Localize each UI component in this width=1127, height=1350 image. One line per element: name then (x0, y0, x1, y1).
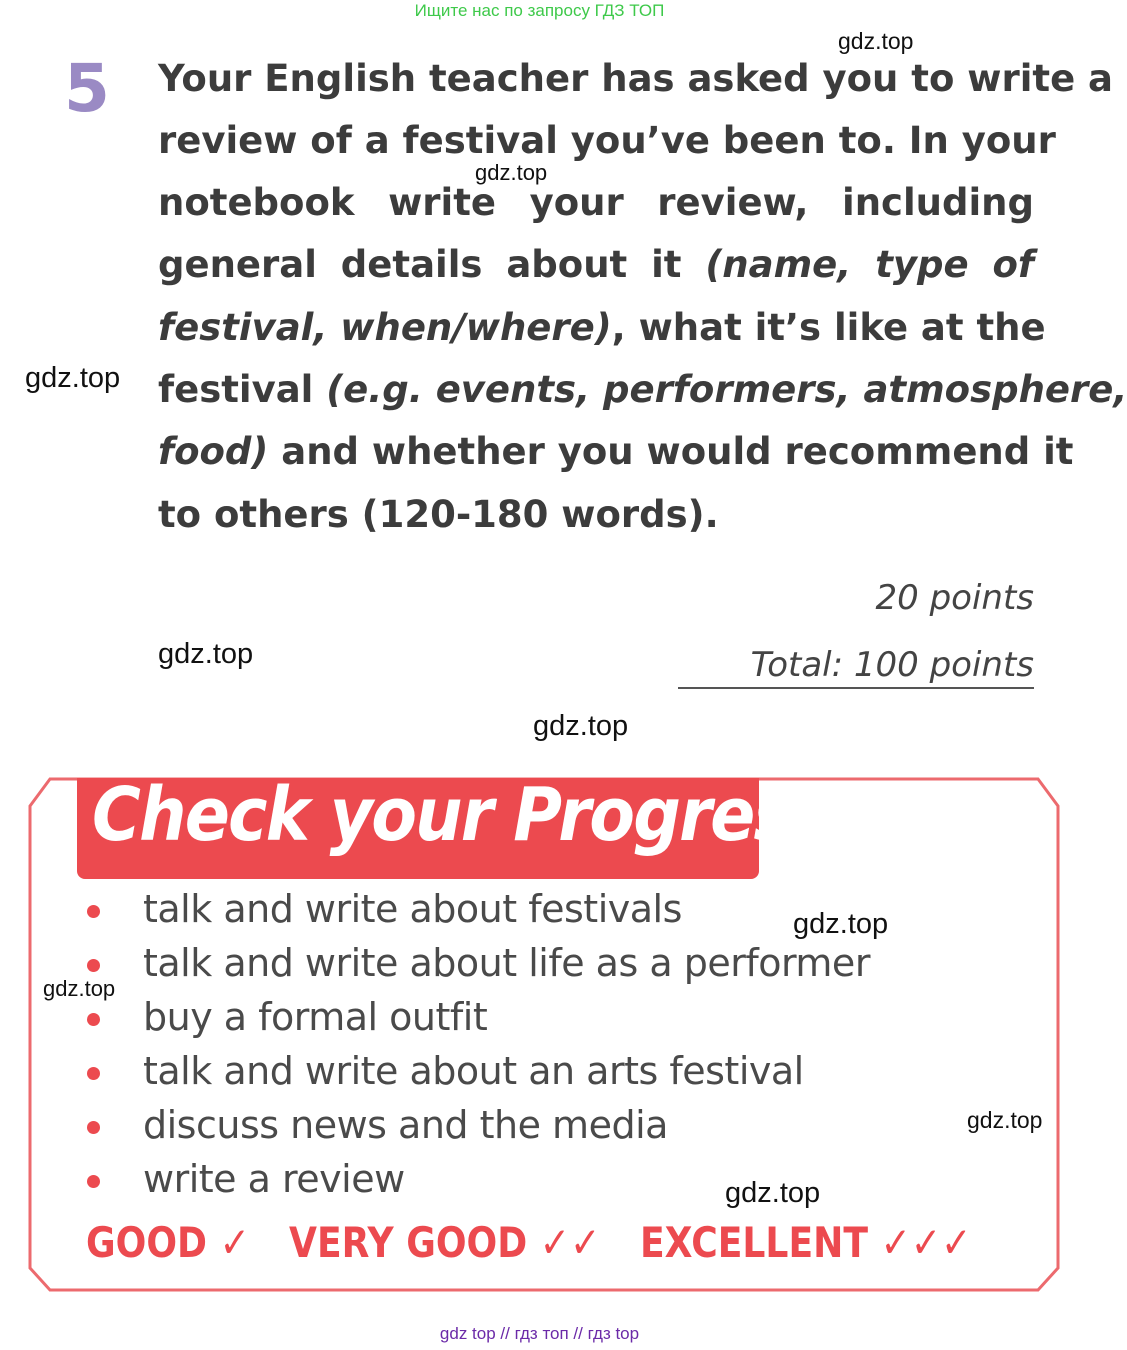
progress-item: talk and write about life as a performer (143, 941, 870, 985)
rating-very-good: VERY GOOD ✓✓ (289, 1218, 601, 1267)
task-line-segment: food) (158, 430, 269, 473)
task-line-segment: , what it’s like at the (611, 306, 1046, 349)
progress-item: talk and write about festivals (143, 887, 682, 931)
progress-item: discuss news and the media (143, 1103, 668, 1147)
task-line (158, 484, 1034, 546)
progress-item: talk and write about an arts festival (143, 1049, 804, 1093)
top-banner[interactable]: Ищите нас по запросу ГДЗ ТОП (414, 1, 665, 20)
task-line-segment: (name, type of (705, 243, 1034, 286)
task-line (158, 421, 1074, 483)
bullet-point (87, 1013, 100, 1026)
progress-title: Check your Progress (92, 772, 830, 858)
task-line (158, 359, 1127, 421)
task-line-segment: (e.g. events, performers, atmosphere, (326, 368, 1127, 411)
task-line (158, 48, 1114, 110)
bullet-point (87, 1067, 100, 1080)
rating-good: GOOD ✓ (86, 1218, 250, 1267)
bullet-point (87, 959, 100, 972)
task-line-segment: Your English teacher has asked you to write a (158, 57, 1114, 100)
task-points: 20 points (875, 578, 1034, 618)
progress-item: buy a formal outfit (143, 995, 488, 1039)
watermark: gdz.top (838, 28, 914, 54)
task-line-segment: general details about it (158, 243, 706, 286)
watermark: gdz.top (533, 710, 629, 742)
watermark: gdz.top (967, 1107, 1043, 1133)
total-underline (678, 687, 1034, 689)
task-line-segment: and whether you would recommend it (268, 430, 1074, 473)
watermark: gdz.top (25, 362, 121, 394)
bottom-banner[interactable]: gdz top // гдз топ // гдз top (439, 1324, 640, 1343)
task-line-segment: festival (158, 368, 327, 411)
task-line (158, 110, 1056, 172)
bullet-point (87, 1175, 100, 1188)
task-number: 5 (64, 50, 110, 127)
task-line (158, 172, 1034, 234)
task-line-segment: review of a festival you’ve been to. In your (158, 119, 1056, 162)
total-points: Total: 100 points (750, 645, 1034, 685)
rating-excellent: EXCELLENT ✓✓✓ (640, 1218, 972, 1267)
task-line-segment: notebook write your review, including (158, 181, 1034, 224)
task-line-segment: to others (120-180 words). (158, 493, 719, 536)
progress-item: write a review (143, 1157, 405, 1201)
bullet-point (87, 1121, 100, 1134)
watermark: gdz.top (43, 976, 116, 1001)
task-line-segment: festival, when/where) (158, 306, 612, 349)
watermark: gdz.top (725, 1177, 821, 1209)
watermark: gdz.top (475, 160, 548, 185)
task-line (158, 234, 1034, 296)
task-line (158, 297, 1046, 359)
watermark: gdz.top (158, 638, 254, 670)
watermark: gdz.top (793, 908, 889, 940)
bullet-point (87, 905, 100, 918)
